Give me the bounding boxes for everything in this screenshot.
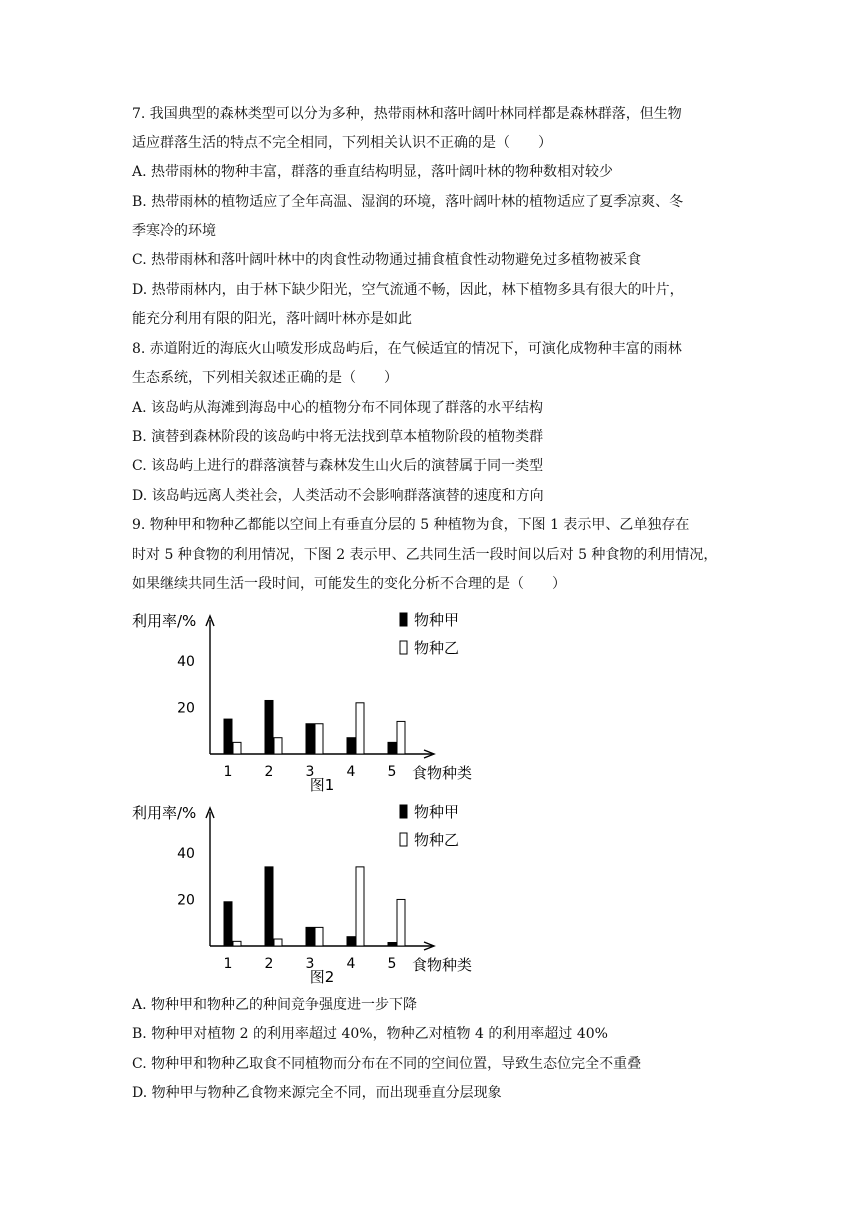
y-axis-label: 利用率/% xyxy=(132,612,197,630)
chart-title: 图1 xyxy=(309,776,335,794)
legend-label-species-b: 物种乙 xyxy=(414,639,460,657)
chart-svg xyxy=(122,796,482,986)
x-tick-label: 2 xyxy=(264,764,274,780)
q9-option-d: D. 物种甲与物种乙食物来源完全不同，而出现垂直分层现象 xyxy=(132,1085,502,1101)
bar-species-b-1 xyxy=(233,941,241,946)
bar-species-b-3 xyxy=(315,724,323,754)
x-tick-label: 2 xyxy=(264,956,274,972)
x-tick-label: 5 xyxy=(387,764,397,780)
chart-svg xyxy=(122,604,482,794)
bar-species-a-5 xyxy=(388,943,396,946)
q8-option-c: C. 该岛屿上进行的群落演替与森林发生山火后的演替属于同一类型 xyxy=(132,458,544,474)
x-tick-label: 3 xyxy=(305,956,315,972)
legend-swatch-species-b xyxy=(400,833,407,846)
q7-stem-line-1: 7. 我国典型的森林类型可以分为多种，热带雨林和落叶阔叶林同样都是森林群落，但生物 xyxy=(132,106,682,122)
bar-species-b-5 xyxy=(397,721,405,754)
q7-stem-line-2: 适应群落生活的特点不完全相同，下列相关认识不正确的是（ ） xyxy=(132,135,552,151)
q8-option-b: B. 演替到森林阶段的该岛屿中将无法找到草本植物阶段的植物类群 xyxy=(132,429,544,445)
bar-species-a-3 xyxy=(306,927,314,946)
chart-title: 图2 xyxy=(309,968,335,986)
y-tick-label: 40 xyxy=(177,653,195,670)
bar-species-b-2 xyxy=(274,738,282,754)
legend-swatch-species-a xyxy=(400,805,407,818)
q7-option-b-line-2: 季寒冷的环境 xyxy=(132,223,216,239)
y-tick-label: 20 xyxy=(177,892,195,909)
x-axis-label: 食物种类 xyxy=(412,764,473,782)
q9-stem-line-2: 时对 5 种食物的利用情况，下图 2 表示甲、乙共同生活一段时间以后对 5 种食物的利用情况， xyxy=(132,547,718,563)
x-tick-label: 3 xyxy=(305,764,315,780)
bar-species-a-3 xyxy=(306,724,314,754)
y-axis-label: 利用率/% xyxy=(132,804,197,822)
q8-option-d: D. 该岛屿远离人类社会，人类活动不会影响群落演替的速度和方向 xyxy=(132,488,544,504)
legend-swatch-species-b xyxy=(400,641,407,654)
q9-option-c: C. 物种甲和物种乙取食不同植物而分布在不同的空间位置，导致生态位完全不重叠 xyxy=(132,1056,642,1072)
bar-species-b-4 xyxy=(356,867,364,946)
q9-stem-line-1: 9. 物种甲和物种乙都能以空间上有垂直分层的 5 种植物为食，下图 1 表示甲、乙单独存在 xyxy=(132,517,690,533)
bar-species-a-2 xyxy=(265,700,273,754)
figure-1-bar-chart xyxy=(122,604,482,794)
legend-label-species-a: 物种甲 xyxy=(414,611,460,629)
x-tick-label: 1 xyxy=(223,764,233,780)
q7-option-c: C. 热带雨林和落叶阔叶林中的肉食性动物通过捕食植食性动物避免过多植物被采食 xyxy=(132,252,642,268)
q9-option-a: A. 物种甲和物种乙的种间竞争强度进一步下降 xyxy=(132,997,418,1013)
bar-species-a-2 xyxy=(265,867,273,946)
y-tick-label: 20 xyxy=(177,700,195,717)
bar-species-a-1 xyxy=(224,902,232,946)
bar-species-b-1 xyxy=(233,742,241,754)
bar-species-b-4 xyxy=(356,703,364,754)
bar-species-b-3 xyxy=(315,927,323,946)
x-axis-label: 食物种类 xyxy=(412,956,473,974)
y-tick-label: 40 xyxy=(177,845,195,862)
bar-species-b-5 xyxy=(397,899,405,946)
q9-stem-line-3: 如果继续共同生活一段时间，可能发生的变化分析不合理的是（ ） xyxy=(132,576,566,592)
figure-2-bar-chart xyxy=(122,796,482,986)
q7-option-d-line-1: D. 热带雨林内，由于林下缺少阳光，空气流通不畅，因此，林下植物多具有很大的叶片， xyxy=(132,282,684,298)
bar-species-a-5 xyxy=(388,742,396,754)
bar-species-a-4 xyxy=(347,738,355,754)
legend-swatch-species-a xyxy=(400,613,407,626)
legend-label-species-b: 物种乙 xyxy=(414,831,460,849)
q7-option-a: A. 热带雨林的物种丰富，群落的垂直结构明显，落叶阔叶林的物种数相对较少 xyxy=(132,164,614,180)
q8-stem-line-2: 生态系统，下列相关叙述正确的是（ ） xyxy=(132,370,398,386)
x-tick-label: 1 xyxy=(223,956,233,972)
x-tick-label: 4 xyxy=(346,956,356,972)
x-tick-label: 5 xyxy=(387,956,397,972)
q7-option-b-line-1: B. 热带雨林的植物适应了全年高温、湿润的环境，落叶阔叶林的植物适应了夏季凉爽、冬 xyxy=(132,194,684,210)
q7-option-d-line-2: 能充分利用有限的阳光，落叶阔叶林亦是如此 xyxy=(132,311,412,327)
q8-option-a: A. 该岛屿从海滩到海岛中心的植物分布不同体现了群落的水平结构 xyxy=(132,400,544,416)
x-tick-label: 4 xyxy=(346,764,356,780)
bar-species-a-1 xyxy=(224,719,232,754)
bar-species-b-2 xyxy=(274,939,282,946)
q9-option-b: B. 物种甲对植物 2 的利用率超过 40%，物种乙对植物 4 的利用率超过 40% xyxy=(132,1026,608,1042)
bar-species-a-4 xyxy=(347,937,355,946)
legend-label-species-a: 物种甲 xyxy=(414,803,460,821)
q8-stem-line-1: 8. 赤道附近的海底火山喷发形成岛屿后，在气候适宜的情况下，可演化成物种丰富的雨林 xyxy=(132,341,682,357)
